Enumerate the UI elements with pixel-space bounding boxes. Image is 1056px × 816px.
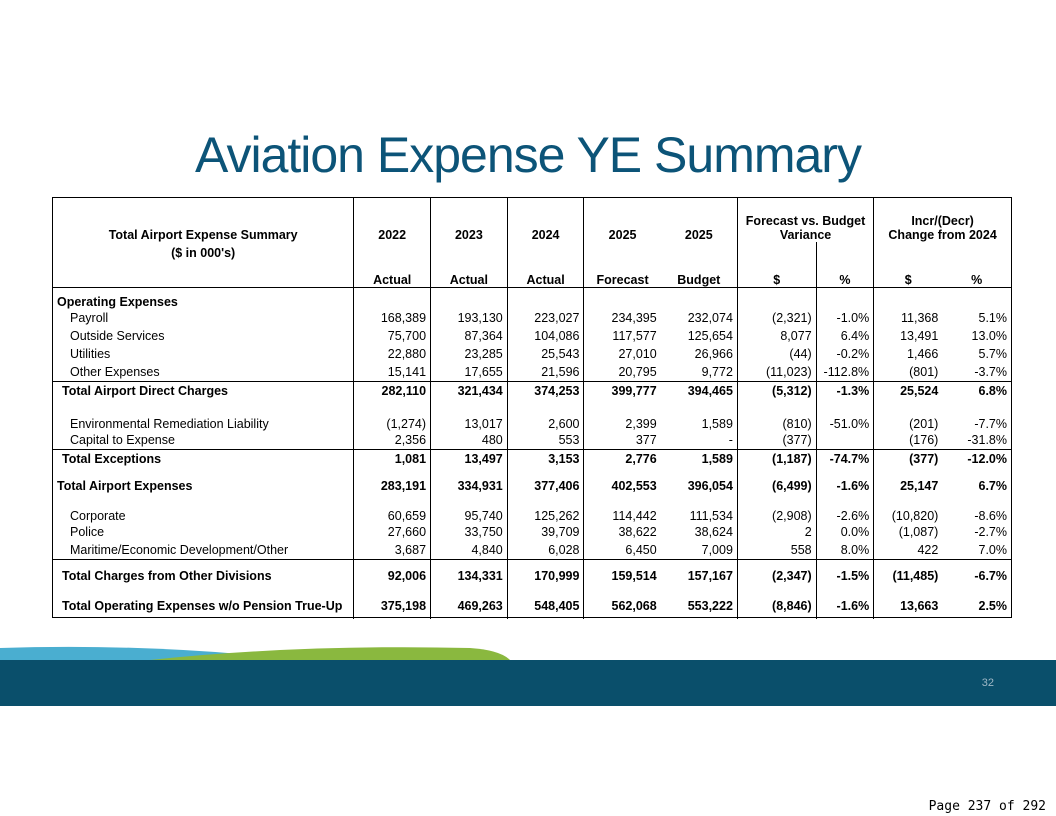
units-label: ($ in 000's) [53,242,354,287]
header-row-1 [53,198,1011,242]
table-row-other-divisions-total [53,559,1011,593]
cell-value: 13,017 [431,401,508,431]
row-label: Utilities [70,347,111,361]
cell-value: (2,908) [737,503,816,523]
cell-value: - [728,432,733,447]
change-pct-header: % [942,242,1011,287]
change-header [874,198,1011,242]
cell-value: 558 [737,541,816,559]
cell-value: 1,589 [701,417,733,431]
table-row-maritime [53,541,1011,559]
cell-value: 7,009 [701,542,733,557]
cell-value: 396,054 [687,479,733,493]
table-row-env-remediation [53,401,1011,431]
cell-value: -1.6% [816,593,874,619]
cell-value: 553,222 [687,599,733,613]
cell-value: 15,141 [354,363,431,381]
cell-value: 562,068 [584,593,661,619]
cell-value: -1.5% [816,559,874,593]
change-title-1: Incr/(Decr) [911,214,974,228]
cell-value: 25,147 [874,469,943,503]
cell-value: 480 [431,431,508,449]
expense-table-grid [53,198,1011,619]
slide-number: 32 [981,677,994,689]
year-header: 2024 [507,198,584,242]
cell-value [816,431,874,449]
cell-value: 6.4% [816,327,874,345]
cell-value: 1,081 [354,449,431,469]
cell-value: -2.7% [974,525,1007,539]
cell-value: (377) [874,449,943,469]
cell-value: 282,110 [354,381,431,401]
cell-value: 11,368 [874,309,943,327]
summary-label: Total Airport Expense Summary [108,228,298,242]
cell-value: 2.5% [978,599,1007,613]
page-title: Aviation Expense YE Summary [195,127,861,183]
table-row-grand-total [53,593,1011,619]
cell-value: 6.8% [942,381,1011,401]
cell-value: 13.0% [971,329,1007,343]
cell-value: 422 [874,541,943,559]
cell-value: -12.0% [942,449,1011,469]
cell-value: 321,434 [431,381,508,401]
cell-value: 92,006 [354,559,431,593]
cell-value: 8.0% [816,541,874,559]
row-label: Total Airport Expenses [57,479,193,493]
cell-value: 25,524 [874,381,943,401]
row-label: Total Charges from Other Divisions [53,559,354,593]
cell-value: 2,600 [507,401,584,431]
row-label: Total Exceptions [53,449,354,469]
cell-value: -112.8% [816,363,874,381]
cell-value: 469,263 [431,593,508,619]
page-footer: Page 237 of 292 [928,799,1046,814]
cell-value: (44) [737,345,816,363]
cell-value: 13,663 [874,593,943,619]
cell-value: (6,499) [737,469,816,503]
cell-value: 17,655 [431,363,508,381]
cell-value: 4,840 [431,541,508,559]
variance-header [737,198,873,242]
cell-value: 548,405 [507,593,584,619]
type-header: Actual [507,242,584,287]
cell-value: (11,023) [737,363,816,381]
cell-value: (2,347) [737,559,816,593]
cell-value: (201) [874,401,943,431]
cell-value: -1.3% [816,381,874,401]
cell-value: 5.7% [978,347,1007,361]
cell-value: 377 [584,431,661,449]
cell-value: 75,700 [354,327,431,345]
table-row-capital-to-expense [53,431,1011,449]
cell-value: 125,262 [507,503,584,523]
cell-value: -74.7% [816,449,874,469]
cell-value: 234,395 [584,309,661,327]
type-header: Actual [431,242,508,287]
cell-value: (11,485) [874,559,943,593]
variance-title-2: Variance [779,228,832,242]
year-header: 2023 [431,198,508,242]
year-header: 2022 [354,198,431,242]
cell-value: 117,577 [584,327,661,345]
table-row-exceptions-total [53,449,1011,469]
cell-value: 2,356 [354,431,431,449]
variance-pct-header: % [816,242,874,287]
type-header: Forecast [584,242,661,287]
table-row-corporate [53,503,1011,523]
cell-value: (5,312) [737,381,816,401]
cell-value: (176) [874,431,943,449]
cell-value: 22,880 [354,345,431,363]
cell-value: 38,622 [584,523,661,541]
row-label: Total Operating Expenses w/o Pension True-Up [62,599,343,613]
cell-value: 553 [507,431,584,449]
cell-value: 111,534 [689,509,733,523]
row-label: Environmental Remediation Liability [70,417,269,431]
cell-value: 159,514 [584,559,661,593]
cell-value: 394,465 [661,381,738,401]
cell-value: (2,321) [737,309,816,327]
expense-summary-table [52,197,1012,618]
variance-title-1: Forecast vs. Budget [745,214,866,228]
row-label: Maritime/Economic Development/Other [70,542,289,557]
cell-value: 7.0% [978,542,1007,557]
cell-value: -6.7% [942,559,1011,593]
cell-value: -0.2% [816,345,874,363]
cell-value: -1.0% [816,309,874,327]
cell-value: 125,654 [687,329,733,343]
footer-band [0,660,1056,706]
cell-value: 8,077 [737,327,816,345]
cell-value: 377,406 [507,469,584,503]
cell-value: 104,086 [507,327,584,345]
cell-value: 38,624 [694,525,733,539]
cell-value: (810) [737,401,816,431]
cell-value: 1,466 [874,345,943,363]
table-row-airport-total [53,469,1011,503]
cell-value: 6,450 [584,541,661,559]
cell-value: -51.0% [816,401,874,431]
cell-value: (1,274) [354,401,431,431]
year-header: 2025 [684,228,713,242]
decorative-band-swoosh [0,646,1056,660]
cell-value: 193,130 [431,309,508,327]
row-label: Corporate [70,509,126,523]
year-header: 2025 [584,198,661,242]
change-dollar-header: $ [874,242,943,287]
cell-value: -31.8% [967,432,1007,447]
cell-value: 95,740 [431,503,508,523]
type-header: Budget [661,242,738,287]
type-header: Actual [354,242,431,287]
cell-value: 134,331 [431,559,508,593]
change-title-2: Change from 2024 [888,228,997,242]
cell-value: (10,820) [874,503,943,523]
cell-value: 114,442 [584,503,661,523]
cell-value: 21,596 [507,363,584,381]
cell-value: 27,010 [584,345,661,363]
cell-value: 26,966 [694,347,733,361]
row-label: Total Airport Direct Charges [53,381,354,401]
cell-value: 0.0% [816,523,874,541]
cell-value: 20,795 [584,363,661,381]
cell-value: (801) [874,363,943,381]
row-label: Capital to Expense [70,432,175,447]
table-row-police [53,523,1011,541]
cell-value: 223,027 [507,309,584,327]
cell-value: 170,999 [507,559,584,593]
cell-value: 60,659 [354,503,431,523]
cell-value: 374,253 [507,381,584,401]
cell-value: 375,198 [354,593,431,619]
row-label: Payroll [70,311,109,325]
cell-value: 3,153 [507,449,584,469]
table-row-direct-total [53,381,1011,401]
cell-value: 334,931 [431,469,508,503]
row-label: Police [70,525,105,539]
cell-value: (1,087) [874,523,943,541]
cell-value: -8.6% [974,509,1007,523]
cell-value: 168,389 [354,309,431,327]
cell-value: 3,687 [354,541,431,559]
table-row-other-expenses [53,363,1011,381]
cell-value: 2,776 [584,449,661,469]
cell-value: 1,589 [661,449,738,469]
cell-value: -3.7% [974,364,1007,379]
cell-value: 33,750 [431,523,508,541]
cell-value: 27,660 [354,523,431,541]
table-row-utilities [53,345,1011,363]
section-row [53,287,1011,309]
table-row-outside-services [53,327,1011,345]
cell-value: 87,364 [431,327,508,345]
cell-value: 9,772 [701,364,733,379]
cell-value: -2.6% [816,503,874,523]
cell-value: -1.6% [816,469,874,503]
cell-value: 283,191 [354,469,431,503]
cell-value: 2 [737,523,816,541]
header-row-2 [53,242,1011,287]
cell-value: 6,028 [507,541,584,559]
cell-value: (8,846) [737,593,816,619]
table-row-payroll [53,309,1011,327]
cell-value: (377) [737,431,816,449]
variance-dollar-header: $ [737,242,816,287]
cell-value: 13,497 [431,449,508,469]
cell-value: 13,491 [874,327,943,345]
cell-value: 232,074 [687,311,733,325]
cell-value: 402,553 [584,469,661,503]
cell-value: (1,187) [737,449,816,469]
cell-value: 157,167 [661,559,738,593]
cell-value: 23,285 [431,345,508,363]
cell-value: 2,399 [584,401,661,431]
cell-value: 6.7% [978,479,1007,493]
row-label: Outside Services [70,329,165,343]
cell-value: 25,543 [507,345,584,363]
cell-value: -7.7% [974,417,1007,431]
cell-value: 399,777 [584,381,661,401]
cell-value: 5.1% [978,311,1007,325]
row-label: Other Expenses [70,364,160,379]
cell-value: 39,709 [507,523,584,541]
operating-expenses-label: Operating Expenses [57,295,178,309]
